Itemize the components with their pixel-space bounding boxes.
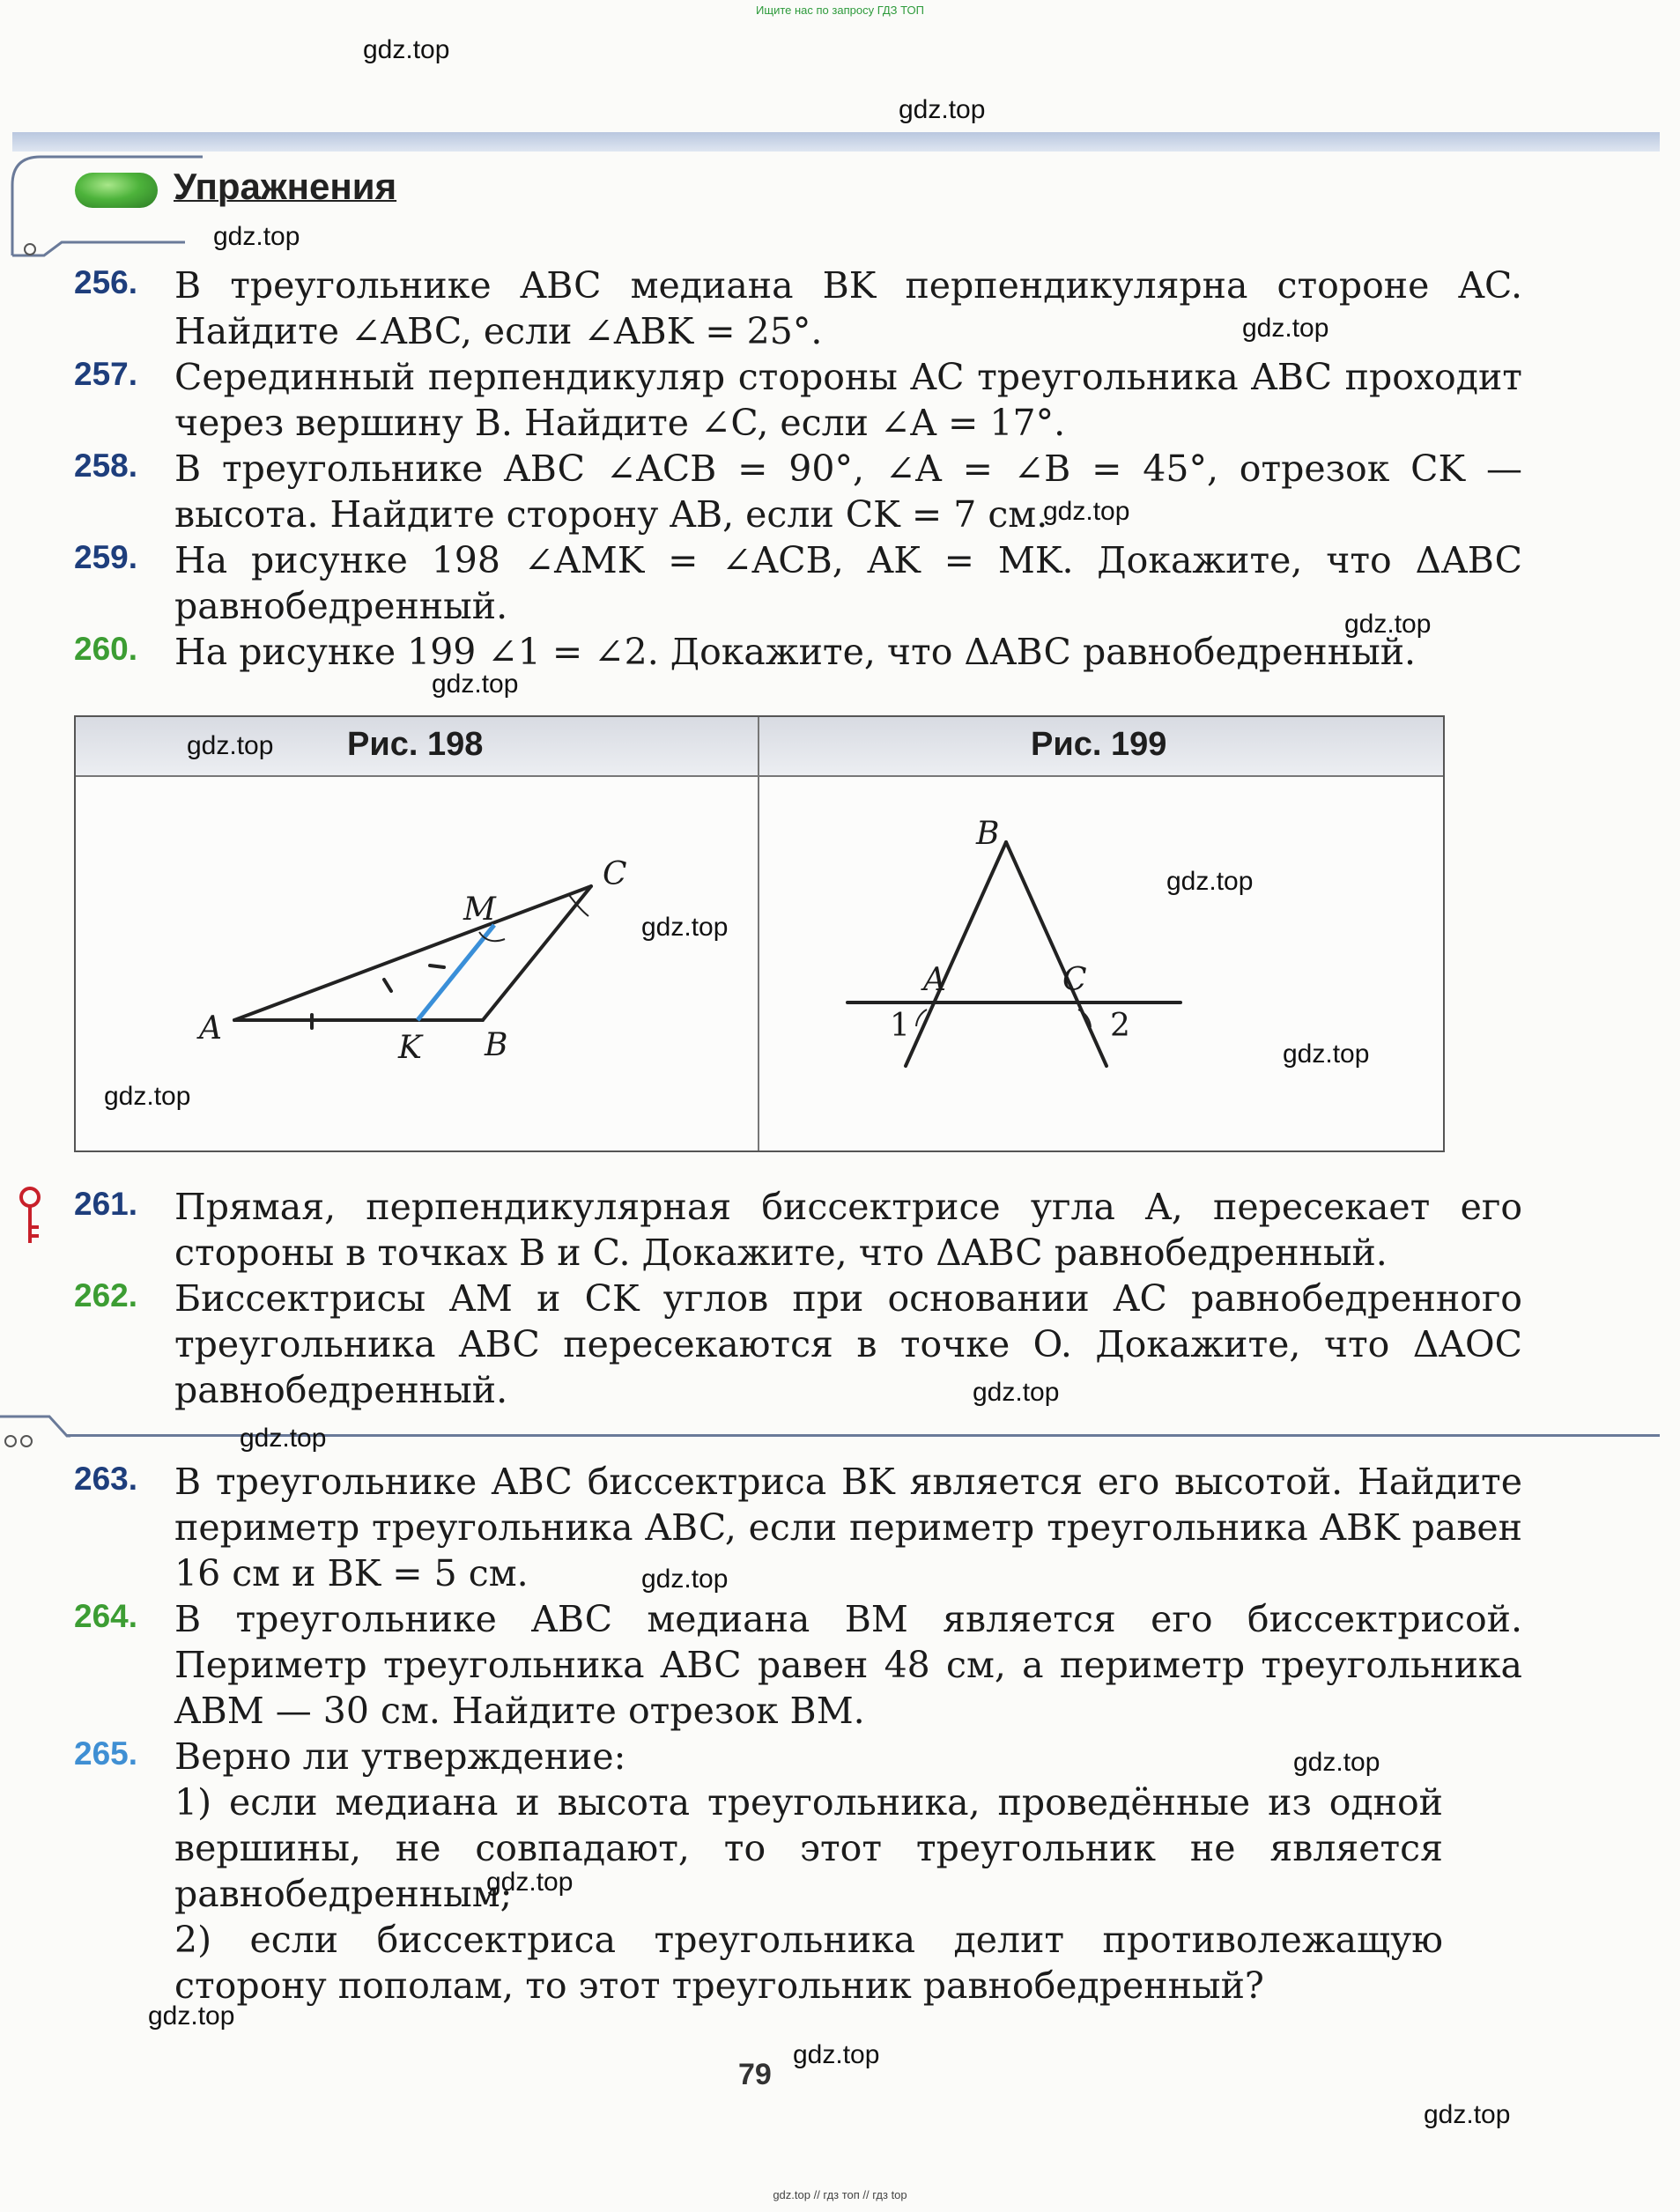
watermark: gdz.top [104,1082,191,1111]
angle-1: 1 [890,1008,910,1044]
watermark: gdz.top [148,2001,235,2031]
exercise-text: В треугольнике ABC биссектриса BK является его высотой. Найдите периметр треугольника ABC, если периметр треугольника ABK равен 16 см и BK = 5 см. [174,1461,1522,1594]
exercise-number: 260. [74,631,138,667]
search-hint: Ищите нас по запросу ГДЗ ТОП [756,4,924,17]
exercise-text: Серединный перпендикуляр стороны AC треугольника ABC проходит через вершину B. Найдите ∠C, если ∠A = 17°. [174,356,1522,444]
exercise-text: В треугольнике ABC медиана BK перпендикулярна стороне AC. Найдите ∠ABC, если ∠ABK = 25°. [174,264,1522,352]
exercise-number: 257. [74,356,138,392]
watermark: gdz.top [240,1424,327,1453]
watermark: gdz.top [793,2040,880,2069]
side-decoration [0,1409,70,1462]
watermark: gdz.top [1344,610,1432,639]
watermark: gdz.top [1242,314,1329,343]
exercise-text: На рисунке 198 ∠AMK = ∠ACB, AK = MK. Докажите, что ΔABC равнобедренный. [174,539,1522,627]
watermark: gdz.top [1166,867,1254,896]
exercise-text: В треугольнике ABC медиана BM является его биссектрисой. Периметр треугольника ABC равен 48 см, а периметр треугольника ABM — 30 см. Найдите отрезок BM. [174,1598,1522,1732]
watermark: gdz.top [973,1378,1060,1407]
exercise-number: 259. [74,539,138,575]
exercise-text: В треугольнике ABC ∠ACB = 90°, ∠A = ∠B = 45°, отрезок CK — высота. Найдите сторону AB, если CK = 7 см. [174,448,1522,536]
watermark: gdz.top [1043,497,1130,526]
footer-note: gdz.top // гдз топ // гдз top [773,2188,907,2201]
label-m: M [463,891,496,928]
fig199-title: Рис. 199 [1031,726,1167,763]
watermark: gdz.top [432,670,519,699]
label-b: B [485,1027,508,1063]
watermark: gdz.top [486,1868,574,1897]
watermark: gdz.top [899,95,986,124]
fig198-title: Рис. 198 [347,726,484,763]
exercise-number: 263. [74,1461,138,1497]
section-badge-icon [75,173,158,208]
section-title: Упражнения [174,166,397,207]
key-icon [12,1185,48,1247]
exercise-text: Биссектрисы AM и CK углов при основании AC равнобедренного треугольника ABC пересекаются в точке O. Докажите, что ΔAOC равнобедренный. [174,1277,1522,1411]
label-k: K [398,1030,422,1066]
exercise-265-item-1: 1) если медиана и высота треугольника, проведённые из одной вершины, не совпадают, то этот треугольник не является равнобедренным; [174,1781,1443,1915]
watermark: gdz.top [363,35,450,64]
watermark: gdz.top [1293,1748,1380,1777]
exercise-number: 261. [74,1186,138,1222]
page-number: 79 [738,2058,772,2091]
label-b: B [976,816,1000,852]
figures-table [74,715,1445,1152]
figure-199 [759,775,1441,1149]
watermark: gdz.top [1283,1039,1370,1069]
watermark: gdz.top [641,913,729,942]
exercise-number: 258. [74,448,138,484]
watermark: gdz.top [1424,2100,1511,2129]
exercise-number: 264. [74,1598,138,1634]
label-a: A [199,1010,222,1047]
header-band [12,132,1660,152]
label-c: C [603,856,627,892]
exercise-265-item-2: 2) если биссектриса треугольника делит противолежащую сторону пополам, то этот треугольник равнобедренный? [174,1919,1443,2007]
figures-header [76,717,1443,777]
label-a: A [923,962,946,998]
watermark: gdz.top [187,731,274,760]
label-c: C [1062,962,1087,998]
exercise-number: 265. [74,1735,138,1772]
watermark: gdz.top [641,1565,729,1594]
exercise-number: 256. [74,264,138,300]
exercise-text: Прямая, перпендикулярная биссектрисе угла A, пересекает его стороны в точках B и C. Докажите, что ΔABC равнобедренный. [174,1186,1522,1274]
exercise-text: Верно ли утверждение: [174,1735,626,1778]
angle-2: 2 [1110,1008,1130,1044]
watermark: gdz.top [213,222,300,251]
exercise-number: 262. [74,1277,138,1313]
exercise-text: На рисунке 199 ∠1 = ∠2. Докажите, что ΔABC равнобедренный. [174,631,1417,673]
